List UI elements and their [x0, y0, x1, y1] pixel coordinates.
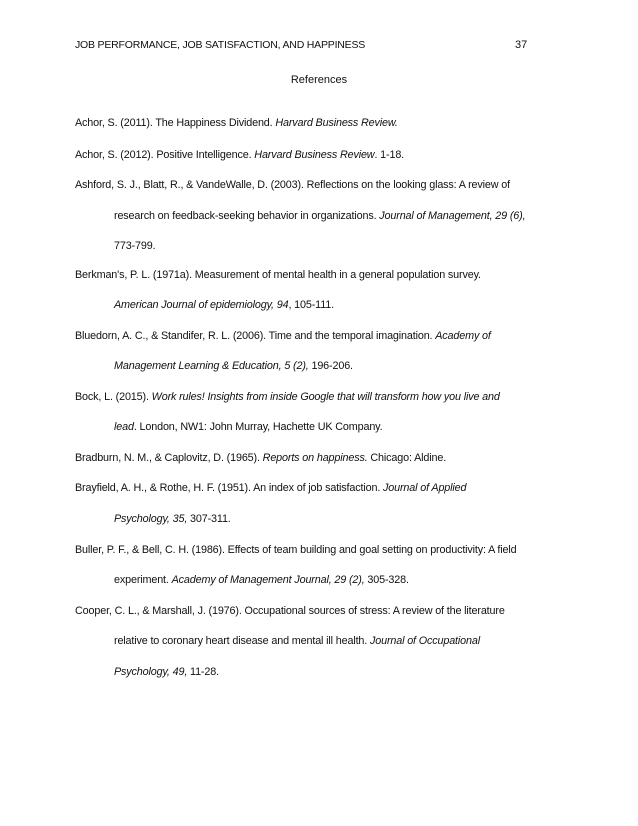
reference-berkman-line-2: American Journal of epidemiology, 94, 105-111. — [114, 299, 334, 311]
reference-bock-line-2: lead. London, NW1: John Murray, Hachette UK Company. — [114, 421, 383, 433]
reference-achor-2012: Achor, S. (2012). Positive Intelligence. Harvard Business Review. 1-18. — [75, 149, 405, 161]
reference-bluedorn-line-2: Management Learning & Education, 5 (2), 196-206. — [114, 360, 353, 372]
reference-brayfield-line-2: Psychology, 35, 307-311. — [114, 513, 231, 525]
page-number: 37 — [515, 39, 528, 51]
reference-bradburn: Bradburn, N. M., & Caplovitz, D. (1965). Reports on happiness. Chicago: Aldine. — [75, 452, 447, 464]
reference-brayfield-line-1: Brayfield, A. H., & Rothe, H. F. (1951). An index of job satisfaction. Journal of Applied — [75, 482, 467, 494]
reference-ashford-line-3: 773-799. — [114, 240, 156, 252]
reference-cooper-line-1: Cooper, C. L., & Marshall, J. (1976). Occupational sources of stress: A review of the literature — [75, 605, 505, 617]
reference-cooper-line-2: relative to coronary heart disease and mental ill health. Journal of Occupational — [114, 635, 480, 647]
reference-bock-line-1: Bock, L. (2015). Work rules! Insights from inside Google that will transform how you live and — [75, 391, 500, 403]
reference-berkman-line-1: Berkman's, P. L. (1971a). Measurement of mental health in a general population survey. — [75, 269, 481, 281]
reference-ashford-line-1: Ashford, S. J., Blatt, R., & VandeWalle, D. (2003). Reflections on the looking glass: A review of — [75, 179, 510, 191]
references-heading: References — [290, 74, 348, 86]
reference-buller-line-1: Buller, P. F., & Bell, C. H. (1986). Effects of team building and goal setting on productivity: A field — [75, 544, 517, 556]
reference-cooper-line-3: Psychology, 49, 11-28. — [114, 666, 219, 678]
reference-achor-2011: Achor, S. (2011). The Happiness Dividend. Harvard Business Review. — [75, 117, 398, 129]
reference-buller-line-2: experiment. Academy of Management Journal, 29 (2), 305-328. — [114, 574, 409, 586]
reference-bluedorn-line-1: Bluedorn, A. C., & Standifer, R. L. (2006). Time and the temporal imagination. Academy of — [75, 330, 491, 342]
running-head: JOB PERFORMANCE, JOB SATISFACTION, AND HAPPINESS — [75, 39, 366, 51]
reference-ashford-line-2: research on feedback-seeking behavior in organizations. Journal of Management, 29 (6), — [114, 210, 526, 222]
